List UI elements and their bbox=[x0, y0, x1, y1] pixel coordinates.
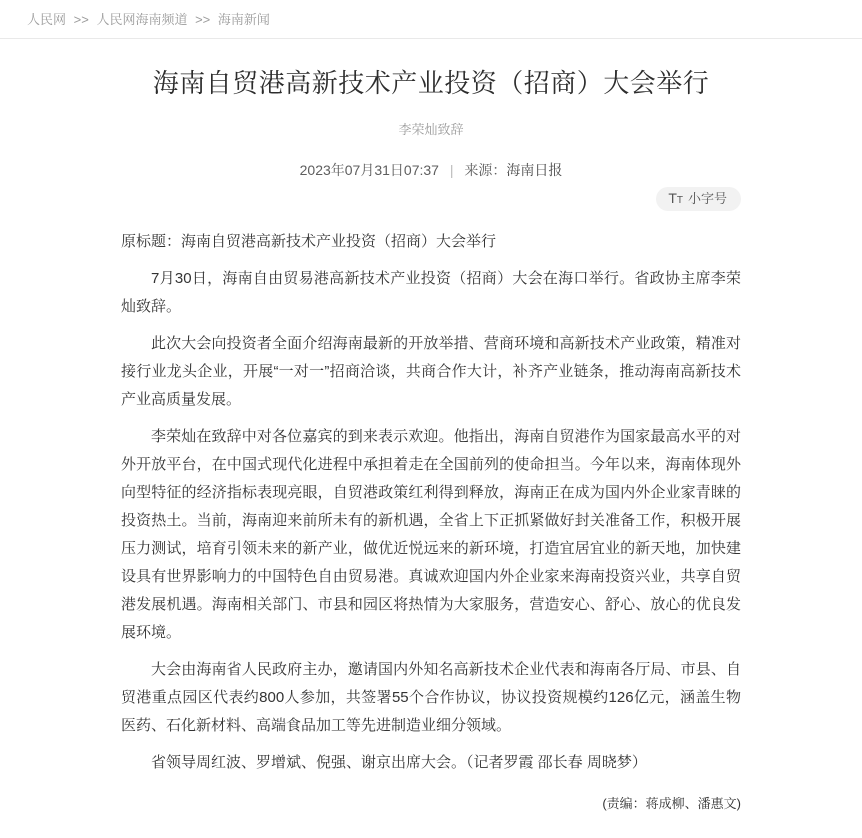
original-title-line: 原标题：海南自贸港高新技术产业投资（招商）大会举行 bbox=[121, 232, 497, 250]
breadcrumb-link-hainan-news[interactable]: 海南新闻 bbox=[217, 12, 270, 27]
article-paragraph: 省领导周红波、罗增斌、倪强、谢京出席大会。（记者罗霞 邵长春 周晓梦） bbox=[151, 753, 647, 771]
article-subtitle: 李荣灿致辞 bbox=[398, 121, 464, 137]
breadcrumb-link-hainan-channel[interactable]: 人民网海南频道 bbox=[96, 12, 188, 27]
font-size-icon-small: T bbox=[676, 194, 683, 206]
article-paragraph: 李荣灿在致辞中对各位嘉宾的到来表示欢迎。他指出，海南自贸港作为国家最高水平的对外开放平台，在中国式现代化进程中承担着走在全国前列的使命担当。今年以来，海南体现外向型特征的经济指标表现亮眼，自贸港政策红利得到释放，海南正在成为国内外企业家青睐的投资热土。当前，海南迎来前所未有的新机遇，全省上下正抓紧做好封关准备工作，积极开展压力测试，培育引领未来的新产业，做优近悦远来的新环境，打造宜居宜业的新天地，加快建设具有世界影响力的中国特色自由贸易港。真诚欢迎国内外企业家来海南投资兴业，共享自贸港发展机遇。海南相关部门、市县和园区将热情为大家服务，营造安心、舒心、放心的优良发展环境。 bbox=[121, 427, 741, 641]
article-content bbox=[121, 66, 741, 838]
source-link[interactable]: 海南日报 bbox=[506, 161, 563, 178]
article-meta bbox=[121, 160, 741, 180]
font-size-button-label: 小字号 bbox=[687, 190, 727, 206]
publish-date: 2023年07月31日07:37 bbox=[299, 161, 439, 178]
breadcrumb-separator: >> bbox=[73, 12, 89, 27]
article-paragraph: 7月30日，海南自由贸易港高新技术产业投资（招商）大会在海口举行。省政协主席李荣灿致辞。 bbox=[121, 269, 741, 315]
breadcrumb-link-peoples-net[interactable]: 人民网 bbox=[27, 12, 67, 27]
article-toolbar bbox=[121, 187, 741, 211]
article-paragraph: 大会由海南省人民政府主办，邀请国内外知名高新技术企业代表和海南各厅局、市县、自贸港重点园区代表约800人参加，共签署55个合作协议，协议投资规模约126亿元，涵盖生物医药、石化新材料、高端食品加工等先进制造业细分领域。 bbox=[121, 660, 741, 734]
breadcrumb bbox=[0, 0, 862, 39]
page-title: 海南自贸港高新技术产业投资（招商）大会举行 bbox=[152, 68, 710, 98]
article-body bbox=[121, 228, 741, 777]
source-label: 来源： bbox=[464, 161, 507, 178]
meta-separator: | bbox=[449, 161, 454, 178]
font-size-button[interactable] bbox=[656, 187, 741, 211]
article-paragraph: 此次大会向投资者全面介绍海南最新的开放举措、营商环境和高新技术产业政策，精准对接行业龙头企业，开展“一对一”招商洽谈，共商合作大计，补齐产业链条，推动海南高新技术产业高质量发展。 bbox=[121, 334, 741, 408]
breadcrumb-separator: >> bbox=[195, 12, 211, 27]
font-size-icon: T bbox=[668, 189, 677, 206]
editor-note: (责编：蒋成柳、潘惠文) bbox=[602, 795, 741, 811]
